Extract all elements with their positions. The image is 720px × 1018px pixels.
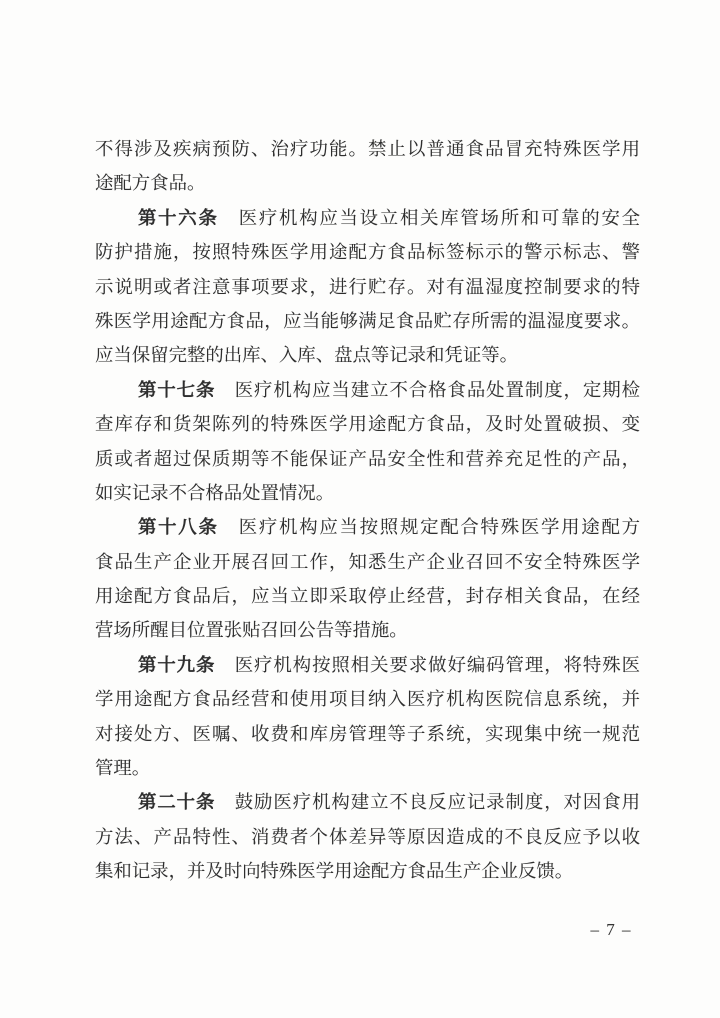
line-text: 防护措施，按照特殊医学用途配方食品标签标示的警示标志、警: [95, 242, 640, 263]
line-text: 学用途配方食品经营和使用项目纳入医疗机构医院信息系统，并: [95, 689, 640, 710]
text-line: [95, 373, 640, 407]
line-text: 鼓励医疗机构建立不良反应记录制度，对因食用: [215, 792, 640, 813]
text-line: [95, 338, 640, 372]
article-number: 第十八条: [138, 517, 219, 538]
page-number: – 7 –: [590, 920, 632, 939]
text-line: [95, 166, 640, 200]
line-text: 医疗机构按照相关要求做好编码管理，将特殊医: [215, 654, 640, 675]
line-text: 应当保留完整的出库、入库、盘点等记录和凭证等。: [95, 345, 518, 366]
text-line: [95, 717, 640, 751]
text-line: [95, 545, 640, 579]
text-line: [95, 132, 640, 166]
text-line: [95, 579, 640, 613]
line-text: 管理。: [95, 758, 151, 779]
line-text: 医疗机构应当设立相关库管场所和可靠的安全: [218, 207, 640, 228]
text-line: [95, 785, 640, 819]
article-number: 第十六条: [138, 207, 219, 228]
text-line: [95, 476, 640, 510]
line-text: 医疗机构应当建立不合格食品处置制度，定期检: [215, 379, 640, 400]
line-text: 集和记录，并及时向特殊医学用途配方食品生产企业反馈。: [95, 861, 574, 882]
line-text: 营场所醒目位置张贴召回公告等措施。: [95, 620, 408, 641]
document-body: [95, 132, 640, 889]
line-text: 示说明或者注意事项要求，进行贮存。对有温湿度控制要求的特: [95, 276, 640, 297]
text-line: [95, 270, 640, 304]
line-text: 如实记录不合格品处置情况。: [95, 482, 335, 503]
text-line: [95, 854, 640, 888]
text-line: [95, 820, 640, 854]
text-line: [95, 407, 640, 441]
line-text: 用途配方食品后，应当立即采取停止经营，封存相关食品，在经: [95, 586, 640, 607]
text-line: [95, 648, 640, 682]
article-number: 第二十条: [138, 792, 216, 813]
article-number: 第十七条: [138, 379, 216, 400]
text-line: [95, 510, 640, 544]
text-line: [95, 304, 640, 338]
text-line: [95, 682, 640, 716]
text-line: [95, 442, 640, 476]
text-line: [95, 751, 640, 785]
line-text: 不得涉及疾病预防、治疗功能。禁止以普通食品冒充特殊医学用: [95, 139, 640, 159]
line-text: 食品生产企业开展召回工作，知悉生产企业召回不安全特殊医学: [95, 551, 640, 572]
text-line: [95, 201, 640, 235]
line-text: 方法、产品特性、消费者个体差异等原因造成的不良反应予以收: [95, 826, 640, 847]
text-line: [95, 613, 640, 647]
line-text: 医疗机构应当按照规定配合特殊医学用途配方: [218, 517, 640, 538]
line-text: 质或者超过保质期等不能保证产品安全性和营养充足性的产品，: [95, 448, 640, 469]
line-text: 途配方食品。: [95, 173, 206, 194]
line-text: 查库存和货架陈列的特殊医学用途配方食品，及时处置破损、变: [95, 414, 640, 435]
text-line: [95, 235, 640, 269]
article-number: 第十九条: [138, 654, 216, 675]
line-text: 殊医学用途配方食品，应当能够满足食品贮存所需的温湿度要求。: [95, 310, 640, 331]
line-text: 对接处方、医嘱、收费和库房管理等子系统，实现集中统一规范: [95, 723, 640, 744]
